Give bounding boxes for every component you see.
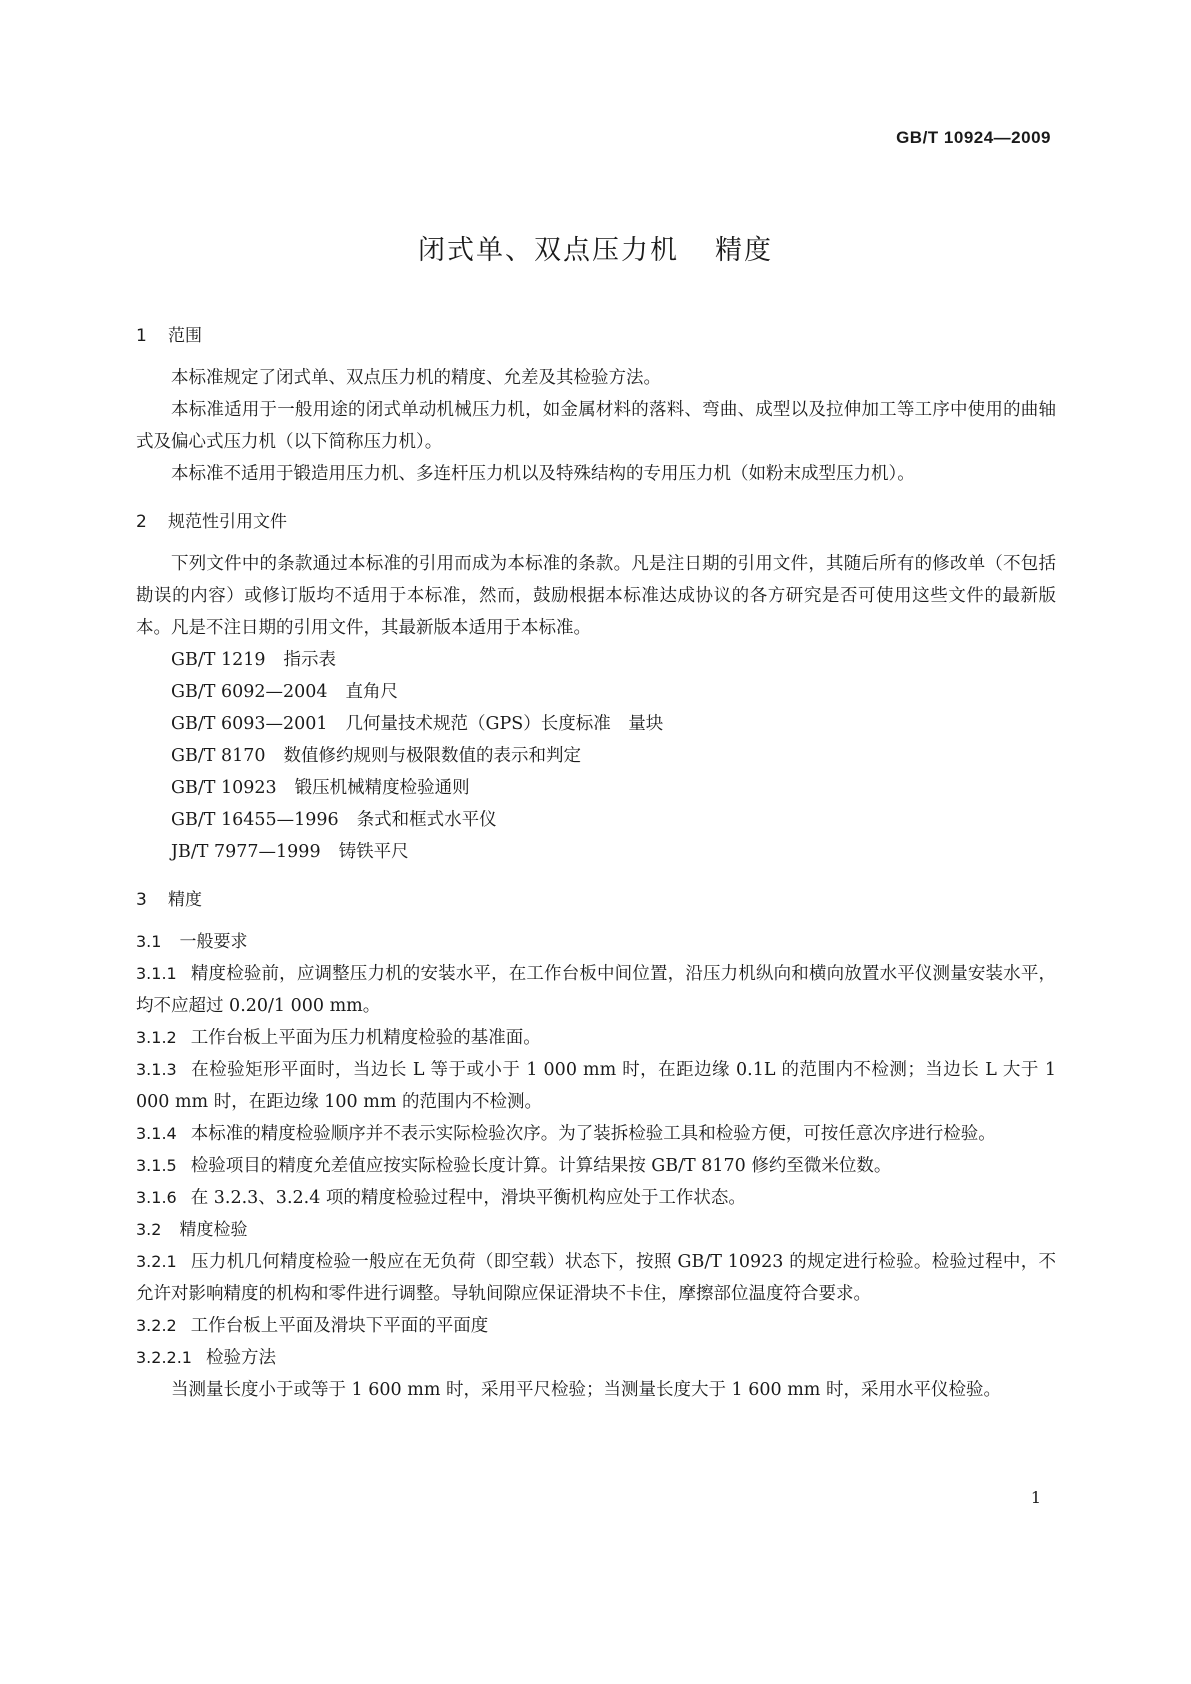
reference-code: GB/T 8170: [171, 746, 266, 766]
section-title: 范围: [168, 326, 202, 346]
section-number: 2: [136, 512, 147, 532]
paragraph: 本标准适用于一般用途的闭式单动机械压力机，如金属材料的落料、弯曲、成型以及拉伸加工等工序中使用的曲轴式及偏心式压力机（以下简称压力机）。: [136, 400, 1056, 452]
clause-text: 精度检验前，应调整压力机的安装水平，在工作台板中间位置，沿压力机纵向和横向放置水平仪测量安装水平，均不应超过 0.20/1 000 mm。: [136, 964, 1056, 1016]
reference-title: 铸铁平尺: [338, 842, 409, 862]
clause-text: 本标准的精度检验顺序并不表示实际检验次序。为了装拆检验工具和检验方便，可按任意次序进行检验。: [190, 1124, 996, 1144]
reference-code: GB/T 6092—2004: [171, 682, 328, 702]
clause-number: 3.1.5: [136, 1156, 177, 1175]
clause-number: 3.2: [136, 1220, 162, 1239]
clause-title: 精度检验: [179, 1220, 248, 1240]
clause-number: 3.2.1: [136, 1252, 177, 1271]
reference-code: GB/T 16455—1996: [171, 810, 339, 830]
clause-number: 3.1: [136, 932, 162, 951]
clause-text: 在检验矩形平面时，当边长 L 等于或小于 1 000 mm 时，在距边缘 0.1L 的范围内不检测；当边长 L 大于 1 000 mm 时，在距边缘 100 mm 的范围内不检测。: [136, 1060, 1056, 1112]
clause-number: 3.1.1: [136, 964, 177, 983]
standard-code: GB/T 10924—2009: [896, 128, 1051, 147]
clause-number: 3.1.2: [136, 1028, 177, 1047]
clause-heading: [136, 1214, 1056, 1246]
reference-code: GB/T 10923: [171, 778, 277, 798]
reference-title: 直角尺: [345, 682, 399, 702]
clause-number: 3.1.3: [136, 1060, 177, 1079]
clause-number: 3.1.6: [136, 1188, 177, 1207]
clause: [136, 958, 1056, 1022]
clause: [136, 1246, 1056, 1310]
paragraph: 本标准规定了闭式单、双点压力机的精度、允差及其检验方法。: [171, 368, 661, 388]
page-number: 1: [1030, 1488, 1041, 1507]
reference-item: [136, 836, 1056, 868]
reference-title: 指示表: [283, 650, 337, 670]
reference-code: GB/T 6093—2001: [171, 714, 328, 734]
reference-code: JB/T 7977—1999: [171, 842, 321, 862]
section-2-heading: [136, 506, 1056, 538]
clause-number: 3.2.2: [136, 1316, 177, 1335]
clause: [136, 1118, 1056, 1150]
title-part-1: 闭式单、双点压力机: [418, 235, 679, 266]
reference-item: [136, 772, 1056, 804]
title-part-2: 精度: [715, 235, 773, 266]
section-number: 3: [136, 890, 147, 910]
reference-item: [136, 740, 1056, 772]
reference-item: [136, 708, 1056, 740]
document-title: [0, 228, 1191, 267]
clause-text: 工作台板上平面及滑块下平面的平面度: [190, 1316, 489, 1336]
paragraph: 下列文件中的条款通过本标准的引用而成为本标准的条款。凡是注日期的引用文件，其随后所有的修改单（不包括勘误的内容）或修订版均不适用于本标准，然而，鼓励根据本标准达成协议的各方研究是否可使用这些文件的最新版本。凡是不注日期的引用文件，其最新版本适用于本标准。: [136, 554, 1056, 638]
reference-item: [136, 804, 1056, 836]
reference-title: 锻压机械精度检验通则: [294, 778, 470, 798]
reference-item: [136, 676, 1056, 708]
clause: [136, 1054, 1056, 1118]
paragraph: 当测量长度小于或等于 1 600 mm 时，采用平尺检验；当测量长度大于 1 600 mm 时，采用水平仪检验。: [171, 1380, 1001, 1400]
clause: [136, 1150, 1056, 1182]
clause: [136, 1182, 1056, 1214]
clause: [136, 1342, 1056, 1374]
clause-number: 3.1.4: [136, 1124, 177, 1143]
clause-text: 压力机几何精度检验一般应在无负荷（即空载）状态下，按照 GB/T 10923 的规定进行检验。检验过程中，不允许对影响精度的机构和零件进行调整。导轨间隙应保证滑块不卡住，摩擦部位温度符合要求。: [136, 1252, 1056, 1304]
reference-title: 几何量技术规范（GPS）长度标准 量块: [345, 714, 664, 734]
section-1-heading: [136, 320, 1056, 352]
clause-title: 一般要求: [179, 932, 248, 952]
reference-code: GB/T 1219: [171, 650, 266, 670]
clause-text: 在 3.2.3、3.2.4 项的精度检验过程中，滑块平衡机构应处于工作状态。: [190, 1188, 746, 1208]
reference-title: 条式和框式水平仪: [356, 810, 497, 830]
paragraph: 本标准不适用于锻造用压力机、多连杆压力机以及特殊结构的专用压力机（如粉末成型压力机）。: [171, 464, 915, 484]
section-3-heading: [136, 884, 1056, 916]
document-body: [136, 320, 1056, 1406]
clause-number: 3.2.2.1: [136, 1348, 192, 1367]
clause-text: 检验方法: [205, 1348, 276, 1368]
reference-title: 数值修约规则与极限数值的表示和判定: [283, 746, 582, 766]
clause-text: 检验项目的精度允差值应按实际检验长度计算。计算结果按 GB/T 8170 修约至微米位数。: [190, 1156, 892, 1176]
clause: [136, 1022, 1056, 1054]
reference-item: [136, 644, 1056, 676]
section-title: 规范性引用文件: [168, 512, 287, 532]
clause-text: 工作台板上平面为压力机精度检验的基准面。: [190, 1028, 541, 1048]
section-number: 1: [136, 326, 147, 346]
clause: [136, 1310, 1056, 1342]
clause-heading: [136, 926, 1056, 958]
section-title: 精度: [168, 890, 202, 910]
